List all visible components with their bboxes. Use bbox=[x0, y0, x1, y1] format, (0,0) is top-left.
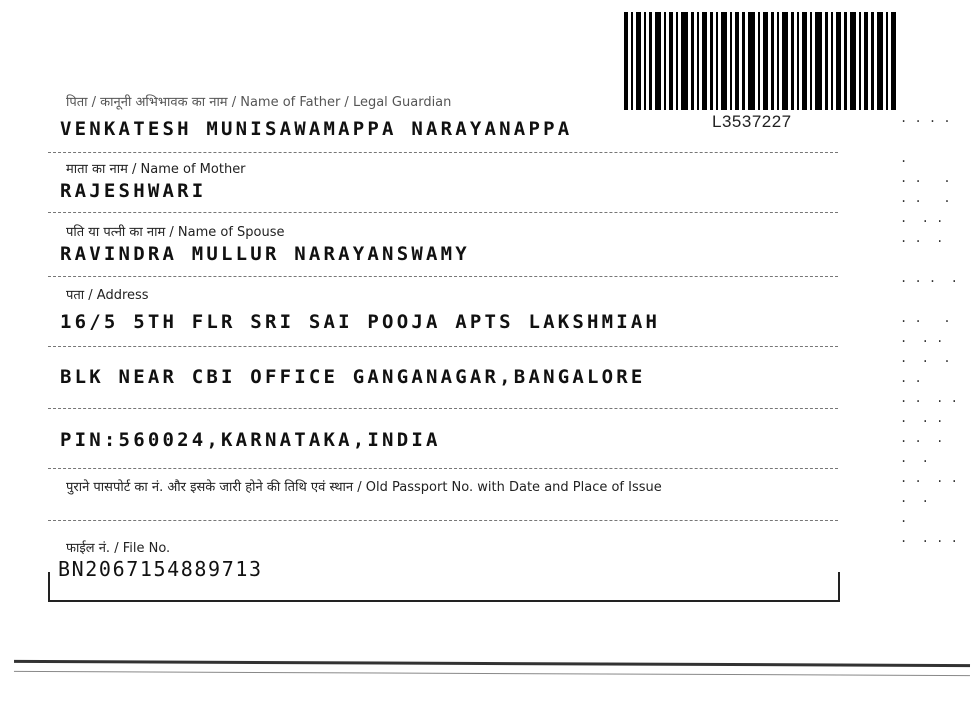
address-line-1: 16/5 5TH FLR SRI SAI POOJA APTS LAKSHMIAH bbox=[60, 311, 661, 333]
old-passport-rule bbox=[48, 520, 838, 521]
mother-name: RAJESHWARI bbox=[60, 180, 207, 202]
spouse-label: पति या पत्नी का नाम / Name of Spouse bbox=[66, 225, 285, 240]
father-rule bbox=[48, 152, 838, 153]
father-label: पिता / कानूनी अभिभावक का नाम / Name of Father / Legal Guardian bbox=[66, 95, 452, 110]
spouse-rule bbox=[48, 276, 838, 277]
file-no-label: फाईल नं. / File No. bbox=[66, 541, 171, 556]
barcode bbox=[624, 12, 898, 110]
address-label: पता / Address bbox=[66, 288, 149, 303]
address-line-2: BLK NEAR CBI OFFICE GANGANAGAR,BANGALORE bbox=[60, 366, 646, 388]
perforation-dots: . . . . . . . . . . . . . . . . . . . . . . . . . . . . . . . . . . . . . . . . . . . . . . . . . . . . . . . bbox=[900, 111, 958, 545]
address-rule-2 bbox=[48, 408, 838, 409]
mother-label: माता का नाम / Name of Mother bbox=[66, 162, 246, 177]
mother-rule bbox=[48, 212, 838, 213]
old-passport-label: पुराने पासपोर्ट का नं. और इसके जारी होने की तिथि एवं स्थान / Old Passport No. with Date and Place of Issue bbox=[66, 480, 662, 495]
barcode-number: L3537227 bbox=[712, 112, 792, 131]
address-rule-3 bbox=[48, 468, 838, 469]
file-no-value: BN2067154889713 bbox=[58, 557, 263, 581]
father-name: VENKATESH MUNISAWAMAPPA NARAYANAPPA bbox=[60, 118, 573, 140]
spouse-name: RAVINDRA MULLUR NARAYANSWAMY bbox=[60, 243, 470, 265]
file-no-box bbox=[48, 572, 840, 602]
address-rule-1 bbox=[48, 346, 838, 347]
address-line-3: PIN:560024,KARNATAKA,INDIA bbox=[60, 429, 441, 451]
page-edge bbox=[14, 660, 970, 676]
